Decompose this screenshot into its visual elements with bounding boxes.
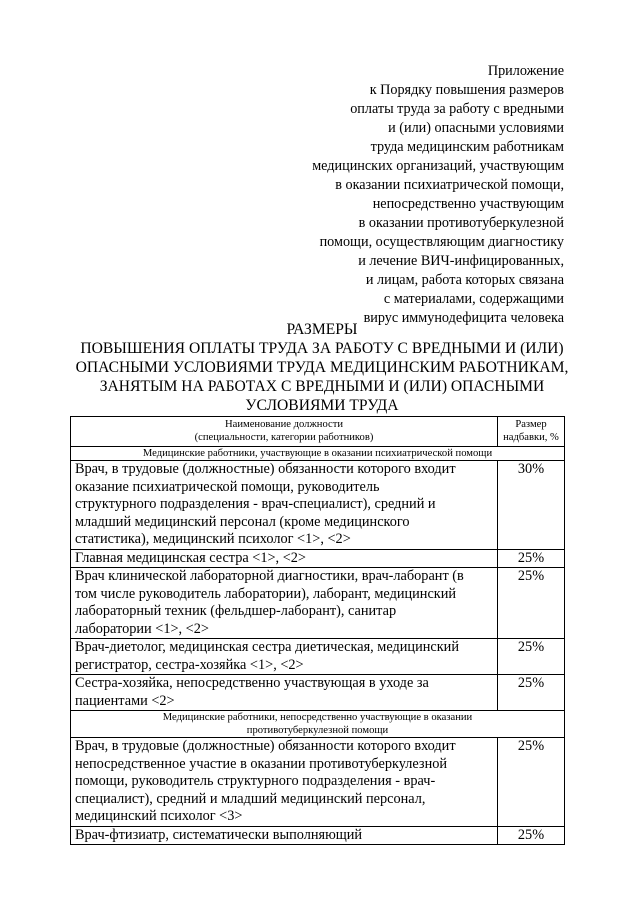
position-cell: Врач, в трудовые (должностные) обязанности которого входит непосредственное участие в оказании противотуберкулезной помощи, руководитель структурного подразделения - врач- специалист), средний и младший медицинский персонал, медицинский психолог <3> (71, 738, 498, 827)
title-line: ЗАНЯТЫМ НА РАБОТАХ С ВРЕДНЫМИ И (ИЛИ) ОПАСНЫМИ (99, 378, 545, 395)
appendix-line: вирус иммунодефицита человека (363, 310, 564, 326)
section-row-tuberculosis (71, 711, 565, 738)
position-cell: Врач, в трудовые (должностные) обязанности которого входит оказание психиатрической помощи, руководитель структурного подразделения - врач-специалист), средний и младший медицинский персонал (кроме медицинского статистика), медицинский психолог <1>, <2> (71, 461, 498, 550)
title-line: ПОВЫШЕНИЯ ОПЛАТЫ ТРУДА ЗА РАБОТУ С ВРЕДНЫМИ И (ИЛИ) (80, 340, 564, 357)
allowance-value: 25% (498, 675, 565, 711)
appendix-line: в оказании психиатрической помощи, (335, 177, 564, 193)
appendix-line: и лечение ВИЧ-инфицированных, (358, 253, 564, 269)
appendix-block (312, 62, 564, 328)
appendix-line: к Порядку повышения размеров (369, 82, 564, 98)
allowance-value: 25% (498, 549, 565, 568)
position-cell: Врач-диетолог, медицинская сестра диетическая, медицинский регистратор, сестра-хозяйка <1>, <2> (71, 639, 498, 675)
appendix-line: и (или) опасными условиями (388, 120, 564, 136)
appendix-line: непосредственно участвующим (372, 196, 564, 212)
section-row-psychiatric (71, 447, 565, 461)
table-row (71, 568, 565, 639)
table-row (71, 549, 565, 568)
appendix-line: оплаты труда за работу с вредными (350, 101, 564, 117)
appendix-line: и лицам, работа которых связана (365, 272, 564, 288)
document-title (60, 320, 584, 415)
table-header-row (71, 417, 565, 447)
appendix-line: Приложение (487, 63, 564, 79)
appendix-line: помощи, осуществляющим диагностику (319, 234, 564, 250)
title-line: РАЗМЕРЫ (286, 321, 358, 338)
position-cell: Сестра-хозяйка, непосредственно участвующая в уходе за пациентами <2> (71, 675, 498, 711)
allowance-value: 25% (498, 639, 565, 675)
appendix-line: труда медицинским работникам (370, 139, 564, 155)
allowance-table (70, 416, 565, 845)
position-cell: Главная медицинская сестра <1>, <2> (71, 549, 498, 568)
allowance-value: 25% (498, 568, 565, 639)
title-line: ОПАСНЫМИ УСЛОВИЯМИ ТРУДА МЕДИЦИНСКИМ РАБОТНИКАМ, (75, 359, 569, 376)
section-heading: Медицинские работники, участвующие в оказании психиатрической помощи (71, 447, 565, 461)
table-row (71, 461, 565, 550)
table-row (71, 738, 565, 827)
title-line: УСЛОВИЯМИ ТРУДА (245, 397, 399, 414)
allowance-value: 25% (498, 738, 565, 827)
appendix-line: в оказании противотуберкулезной (358, 215, 564, 231)
allowance-value: 30% (498, 461, 565, 550)
appendix-line: медицинских организаций, участвующим (312, 158, 564, 174)
allowance-value: 25% (498, 826, 565, 845)
table-row (71, 826, 565, 845)
table-row (71, 675, 565, 711)
table-row (71, 639, 565, 675)
header-position: Наименование должности (специальности, категории работников) (71, 417, 498, 447)
appendix-line: с материалами, содержащими (383, 291, 564, 307)
position-cell: Врач-фтизиатр, систематически выполняющий (71, 826, 498, 845)
position-cell: Врач клинической лабораторной диагностики, врач-лаборант (в том числе руководитель лаборатории), лаборант, медицинский лабораторный техник (фельдшер-лаборант), санитар лаборатории <1>, <2> (71, 568, 498, 639)
header-size: Размер надбавки, % (498, 417, 565, 447)
section-heading: Медицинские работники, непосредственно участвующие в оказании противотуберкулезной помощи (71, 711, 565, 738)
